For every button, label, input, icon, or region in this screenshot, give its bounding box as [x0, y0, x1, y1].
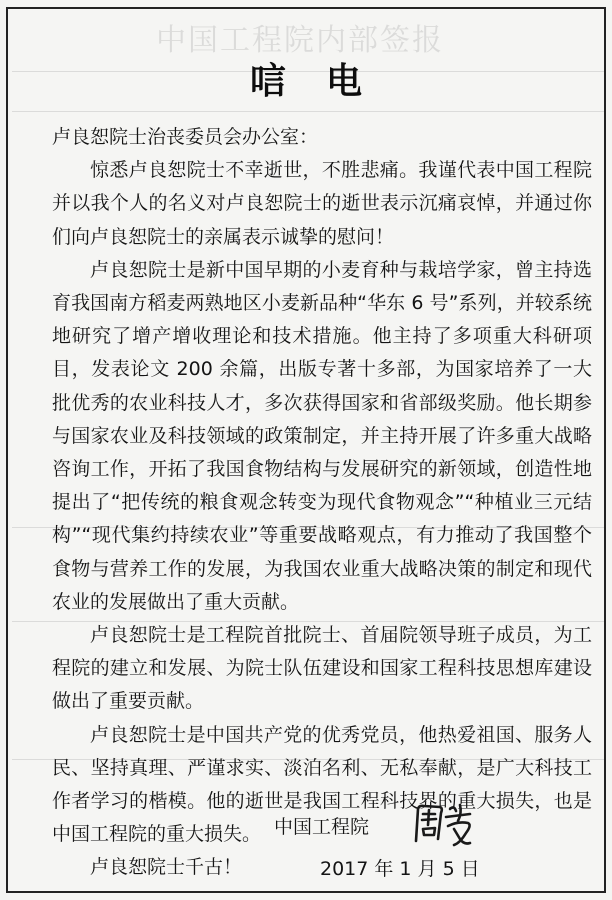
show-through-rule	[12, 111, 604, 112]
document-body	[52, 121, 592, 885]
signatory-organization: 中国工程院	[274, 816, 370, 838]
document-frame	[6, 7, 606, 893]
addressee-line: 卢良恕院士治丧委员会办公室：	[52, 126, 319, 148]
paragraph-achievements: 卢良恕院士是新中国早期的小麦育种与栽培学家，曾主持选育我国南方稻麦两熟地区小麦新品种“华东 6 号”系列，并较系统地研究了增产增收理论和技术措施。他主持了多项重大科研项目，发表论文 200 余篇，出版专著十多部，为国家培养了一大批优秀的农业科技人才，多次获得国家和省部级奖励。他长期参与国家农业及科技领域的政策制定，并主持开展了许多重大战略咨询工作，开拓了我国食物结构与发展研究的新领域，创造性地提出了“把传统的粮食观念转变为现代食物观念”“种植业三元结构”“现代集约持续农业”等重要战略观点，有力推动了我国整个食物与营养工作的发展，为我国农业重大战略决策的制定和现代农业的发展做出了重大贡献。	[52, 258, 592, 613]
handwritten-signature-icon	[410, 799, 476, 849]
paragraph-academy-contribution: 卢良恕院士是工程院首批院士、首届院领导班子成员，为工程院的建立和发展、为院士队伍建设和国家工程科技思想库建设做出了重要贡献。	[52, 624, 592, 713]
show-through-title: 中国工程院内部签报	[156, 23, 444, 58]
paragraph-condolence: 惊悉卢良恕院士不幸逝世，不胜悲痛。我谨代表中国工程院并以我个人的名义对卢良恕院士的逝世表示沉痛哀悼，并通过你们向卢良恕院士的亲属表示诚挚的慰问！	[52, 159, 592, 248]
paragraph-character: 卢良恕院士是中国共产党的优秀党员，他热爱祖国、服务人民、坚持真理、严谨求实、淡泊名利、无私奉献，是广大科技工作者学习的楷模。他的逝世是我国工程科技界的重大损失，也是中国工程院的重大损失。	[52, 723, 592, 846]
document-title: 唁电	[249, 61, 402, 102]
closing-line: 卢良恕院士千古！	[90, 856, 243, 879]
document-date: 2017 年 1 月 5 日	[320, 858, 480, 880]
